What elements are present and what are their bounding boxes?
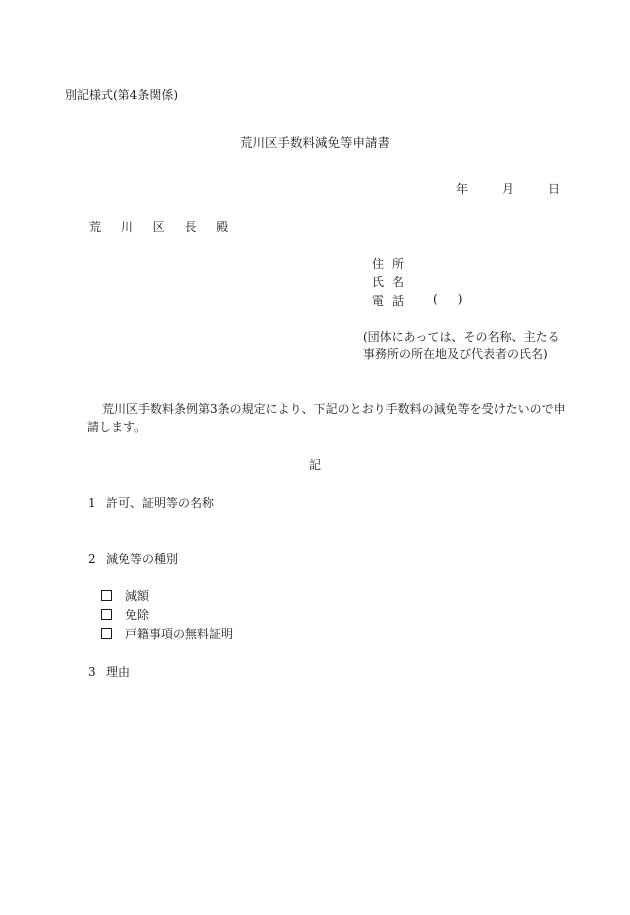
applicant-note-line2: 事務所の所在地及び代表者の氏名) — [363, 347, 548, 361]
item-reason — [88, 663, 130, 680]
option-exemption[interactable] — [101, 606, 149, 623]
option-free-family-register-certificate[interactable] — [101, 625, 233, 642]
ki-heading: 記 — [308, 458, 321, 472]
date-month-label: 月 — [502, 182, 515, 196]
item-number: 1 — [88, 496, 96, 510]
item-number: 2 — [88, 552, 96, 566]
document-title: 荒川区手数料減免等申請書 — [239, 135, 390, 150]
item-permit-name — [88, 494, 214, 511]
date-year-label: 年 — [456, 182, 469, 196]
address-label: 住所 — [372, 257, 413, 271]
phone-open-paren: ( — [433, 292, 438, 306]
phone-close-paren: ) — [457, 292, 463, 306]
date-day-label: 日 — [548, 182, 561, 196]
option-label: 免除 — [125, 608, 150, 622]
option-label: 減額 — [125, 589, 150, 603]
item-number: 3 — [88, 665, 96, 679]
name-label: 氏名 — [372, 275, 413, 289]
item-label: 理由 — [106, 665, 131, 679]
item-reduction-type — [88, 550, 178, 567]
date-line — [456, 180, 560, 197]
addressee: 荒 川 区 長 殿 — [89, 220, 237, 234]
checkbox-icon[interactable] — [101, 628, 112, 639]
phone-parentheses — [433, 292, 462, 306]
item-label: 減免等の種別 — [106, 552, 179, 566]
option-label: 戸籍事項の無料証明 — [125, 627, 234, 641]
body-text-line1: 荒川区手数料条例第3条の規定により、下記のとおり手数料の減免等を受けたいので申 — [102, 402, 566, 416]
item-label: 許可、証明等の名称 — [106, 496, 215, 510]
checkbox-icon[interactable] — [101, 609, 112, 620]
checkbox-icon[interactable] — [101, 590, 112, 601]
form-reference: 別記様式(第4条関係) — [65, 88, 178, 102]
option-reduction[interactable] — [101, 587, 149, 604]
applicant-note-line1: (団体にあっては、その名称、主たる — [363, 330, 560, 344]
body-text-line2: 請します。 — [87, 420, 147, 434]
phone-label: 電話 — [372, 294, 413, 308]
